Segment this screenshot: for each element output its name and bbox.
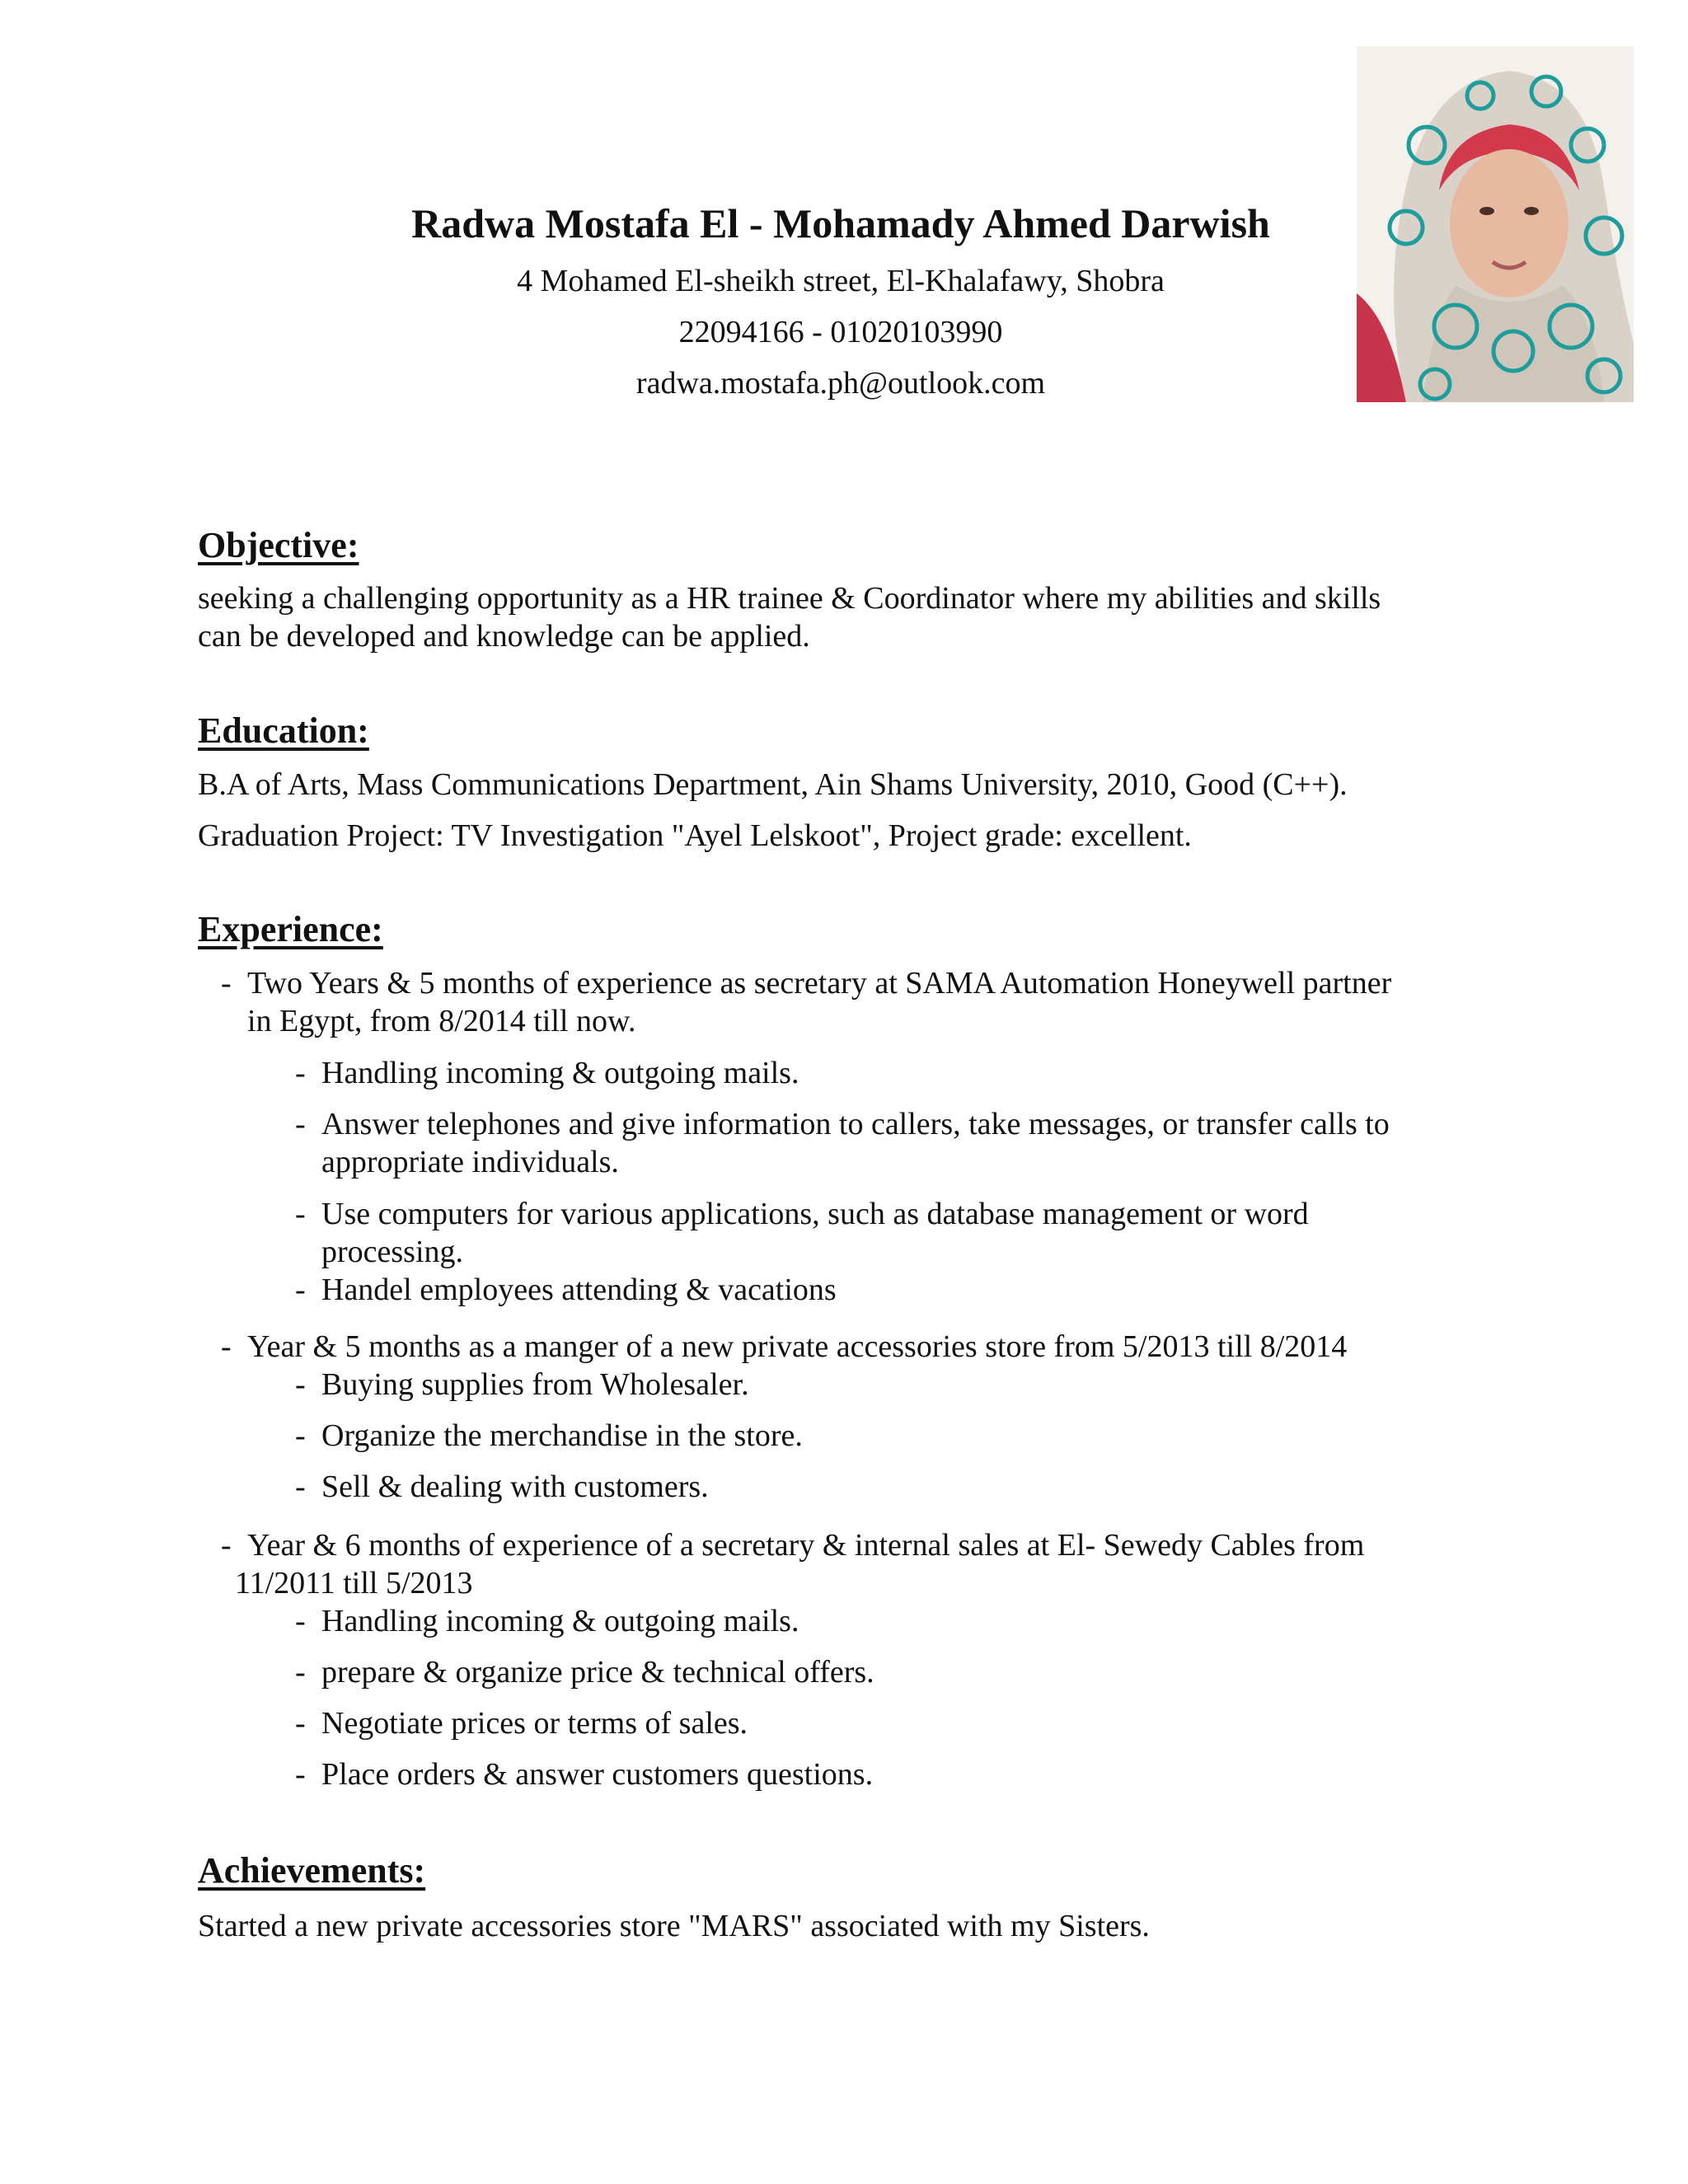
education-line-2: Graduation Project: TV Investigation "Ayel Lelskoot", Project grade: excellent.: [198, 818, 1192, 853]
bullet-dash: -: [295, 1418, 306, 1453]
job-1-line-2: in Egypt, from 8/2014 till now.: [247, 1004, 636, 1038]
bullet-dash: -: [295, 1757, 306, 1792]
job-3-line-1: Year & 6 months of experience of a secretary & internal sales at El- Sewedy Cables from: [247, 1528, 1365, 1563]
address: 4 Mohamed El-sheikh street, El-Khalafawy, Shobra: [517, 264, 1165, 298]
achievements-heading: Achievements:: [198, 1850, 426, 1891]
candidate-name: Radwa Mostafa El - Mohamady Ahmed Darwish: [411, 200, 1270, 246]
experience-heading: Experience:: [198, 909, 383, 949]
objective-line-1: seeking a challenging opportunity as a HR trainee & Coordinator where my abilities and skills: [198, 581, 1381, 616]
job-2-task-3: Sell & dealing with customers.: [321, 1469, 709, 1504]
job-2-task-1: Buying supplies from Wholesaler.: [321, 1367, 749, 1402]
education-line-1: B.A of Arts, Mass Communications Department, Ain Shams University, 2010, Good (C++).: [198, 767, 1348, 802]
objective-line-2: can be developed and knowledge can be applied.: [198, 619, 810, 654]
bullet-dash: -: [295, 1655, 306, 1690]
job-3-line-2: 11/2011 till 5/2013: [235, 1566, 473, 1601]
job-3-task-3: Negotiate prices or terms of sales.: [321, 1706, 748, 1741]
job-1-task-2-line-2: appropriate individuals.: [321, 1145, 619, 1179]
bullet-dash: -: [221, 966, 232, 1001]
job-2-line-1: Year & 5 months as a manger of a new private accessories store from 5/2013 till 8/2014: [247, 1329, 1348, 1364]
email-address: radwa.mostafa.ph@outlook.com: [635, 366, 1046, 401]
bullet-dash: -: [221, 1528, 232, 1563]
job-1-task-1: Handling incoming & outgoing mails.: [321, 1056, 799, 1090]
bullet-dash: -: [295, 1706, 306, 1741]
bullet-dash: -: [295, 1272, 306, 1307]
job-3-task-2: prepare & organize price & technical offers.: [321, 1655, 874, 1690]
bullet-dash: -: [295, 1604, 306, 1638]
job-3-task-1: Handling incoming & outgoing mails.: [321, 1604, 799, 1638]
job-1-line-1: Two Years & 5 months of experience as secretary at SAMA Automation Honeywell partner: [247, 966, 1392, 1001]
bullet-dash: -: [295, 1367, 306, 1402]
job-2-task-2: Organize the merchandise in the store.: [321, 1418, 803, 1453]
objective-heading: Objective:: [198, 525, 359, 565]
job-1-task-4: Handel employees attending & vacations: [321, 1272, 837, 1307]
bullet-dash: -: [221, 1329, 232, 1364]
bullet-dash: -: [295, 1107, 306, 1141]
bullet-dash: -: [295, 1197, 306, 1231]
job-1-task-2-line-1: Answer telephones and give information to callers, take messages, or transfer calls to: [321, 1107, 1390, 1141]
bullet-dash: -: [295, 1056, 306, 1090]
job-1-task-3-line-1: Use computers for various applications, such as database management or word: [321, 1197, 1309, 1231]
bullet-dash: -: [295, 1469, 306, 1504]
education-heading: Education:: [198, 710, 369, 751]
job-1-task-3-line-2: processing.: [321, 1235, 464, 1269]
achievements-line-1: Started a new private accessories store "MARS" associated with my Sisters.: [198, 1909, 1150, 1943]
portrait-photo: [1357, 46, 1634, 402]
phone-numbers: 22094166 - 01020103990: [678, 315, 1003, 349]
portrait-photo-drawing: [1357, 46, 1634, 402]
job-3-task-4: Place orders & answer customers questions.: [321, 1757, 874, 1792]
